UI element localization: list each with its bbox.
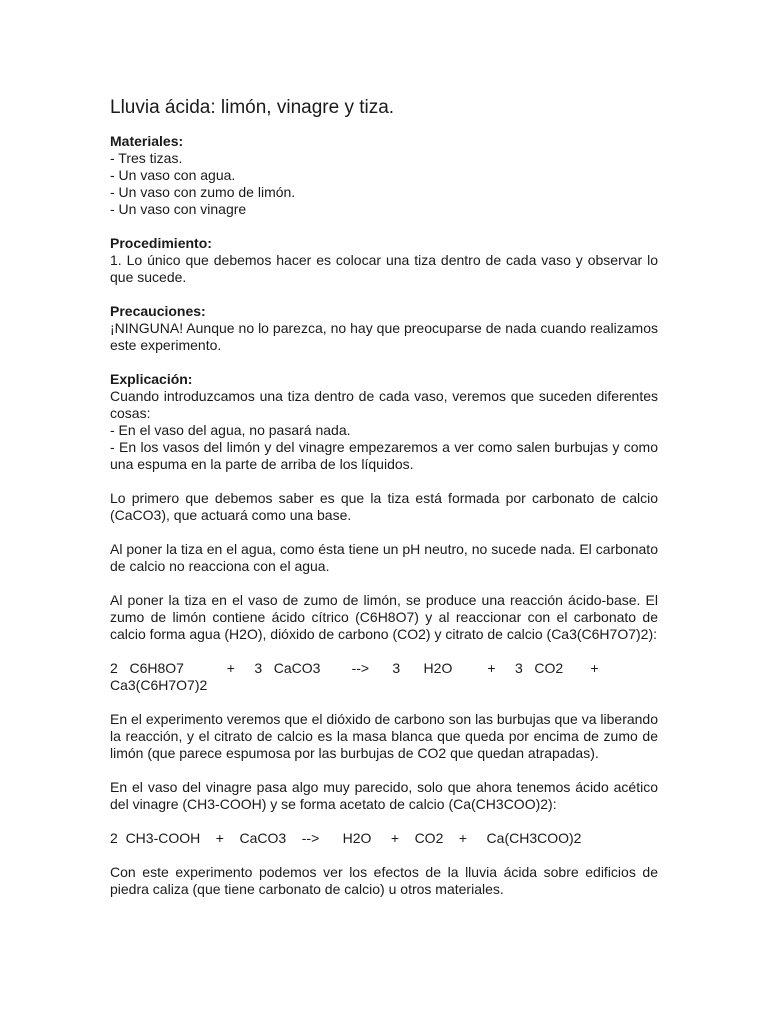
materiales-item: - Un vaso con zumo de limón.: [110, 184, 296, 200]
spacer: [110, 473, 658, 490]
spacer: [110, 575, 658, 592]
spacer: [110, 524, 658, 541]
explicacion-intro: Cuando introduzcamos una tiza dentro de cada vaso, veremos que suceden diferentes cosas:: [110, 388, 658, 421]
spacer: [110, 643, 658, 660]
document-body: [110, 96, 658, 898]
spacer: [110, 813, 658, 830]
procedimiento-section: [110, 235, 658, 286]
paragraph-experimento: En el experimento veremos que el dióxido de carbono son las burbujas que va liberando la reacción, y el citrato de calcio es la masa blanca que queda por encima de zumo de limón (que parece espumosa por las burbujas de CO2 que quedan atrapadas).: [110, 711, 658, 761]
precauciones-heading: Precauciones:: [110, 303, 206, 319]
spacer: [110, 286, 658, 303]
explicacion-bullet: - En el vaso del agua, no pasará nada.: [110, 422, 351, 438]
paragraph-conclusion: Con este experimento podemos ver los efectos de la lluvia ácida sobre edificios de piedra caliza (que tiene carbonato de calcio) u otros materiales.: [110, 864, 658, 897]
equation-citric-line-2: Ca3(C6H7O7)2: [110, 677, 208, 693]
procedimiento-heading: Procedimiento:: [110, 235, 212, 251]
materiales-item: - Un vaso con vinagre: [110, 201, 247, 217]
document-title: Lluvia ácida: limón, vinagre y tiza.: [110, 97, 395, 118]
spacer: [110, 694, 658, 711]
spacer: [110, 218, 658, 235]
paragraph-carbonato: Lo primero que debemos saber es que la tiza está formada por carbonato de calcio (CaCO3), que actuará como una base.: [110, 490, 658, 523]
precauciones-text: ¡NINGUNA! Aunque no lo parezca, no hay que preocuparse de nada cuando realizamos este experimento.: [110, 320, 658, 353]
paragraph-vinagre: En el vaso del vinagre pasa algo muy parecido, solo que ahora tenemos ácido acético del vinagre (CH3-COOH) y se forma acetato de calcio (Ca(CH3COO)2):: [110, 779, 658, 812]
explicacion-bullet: - En los vasos del limón y del vinagre empezaremos a ver como salen burbujas y como una espuma en la parte de arriba de los líquidos.: [110, 439, 658, 472]
explicacion-section: [110, 371, 658, 473]
materiales-section: [110, 133, 658, 218]
equation-acetic: 2 CH3-COOH + CaCO3 --> H2O + CO2 + Ca(CH3COO)2: [110, 830, 582, 846]
equation-citric-line-1: 2 C6H8O7 + 3 CaCO3 --> 3 H2O + 3 CO2 +: [110, 660, 599, 676]
materiales-item: - Tres tizas.: [110, 150, 183, 166]
procedimiento-text: 1. Lo único que debemos hacer es colocar una tiza dentro de cada vaso y observar lo que sucede.: [110, 252, 658, 285]
spacer: [110, 847, 658, 864]
spacer: [110, 762, 658, 779]
spacer: [110, 354, 658, 371]
materiales-heading: Materiales:: [110, 133, 184, 149]
paragraph-agua: Al poner la tiza en el agua, como ésta tiene un pH neutro, no sucede nada. El carbonato de calcio no reacciona con el agua.: [110, 541, 658, 574]
paragraph-limon: Al poner la tiza en el vaso de zumo de limón, se produce una reacción ácido-base. El zumo de limón contiene ácido cítrico (C6H8O7) y al reaccionar con el carbonato de calcio forma agua (H2O), dióxido de carbono (CO2) y citrato de calcio (Ca3(C6H7O7)2):: [110, 592, 658, 642]
precauciones-section: [110, 303, 658, 354]
explicacion-heading: Explicación:: [110, 371, 193, 387]
materiales-item: - Un vaso con agua.: [110, 167, 236, 183]
